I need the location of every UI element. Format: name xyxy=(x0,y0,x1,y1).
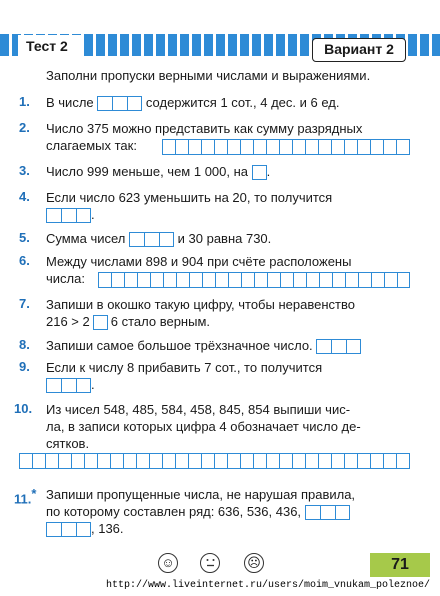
task-9-end: . xyxy=(91,377,95,392)
task-11-line-2 xyxy=(46,503,350,521)
task-2-line-2: слагаемых так: xyxy=(46,138,137,153)
task-10-line-3: сятков. xyxy=(46,436,90,451)
happy-face-icon[interactable]: ☺ xyxy=(158,553,178,573)
answer-box-task-5[interactable] xyxy=(129,232,174,247)
task-11-line-3 xyxy=(46,520,124,538)
variant-title: Вариант 2 xyxy=(312,38,406,62)
sad-face-icon[interactable]: ☹ xyxy=(244,553,264,573)
neutral-face-icon[interactable] xyxy=(200,553,220,573)
source-url[interactable]: http://www.liveinternet.ru/users/moim_vnukam_poleznoe/ xyxy=(106,580,431,591)
answer-box-task-7[interactable] xyxy=(93,315,108,330)
task-3-part-b: . xyxy=(266,164,271,179)
task-11-number-text: 11. xyxy=(14,491,32,507)
task-11-number xyxy=(14,486,36,506)
task-9-line-1: Если к числу 8 прибавить 7 сот., то получится xyxy=(46,360,323,375)
task-2-number: 2. xyxy=(19,120,30,135)
answer-box-task-11-b[interactable] xyxy=(46,522,91,537)
answer-row-task-2[interactable] xyxy=(162,139,410,155)
answer-row-task-10[interactable] xyxy=(19,453,410,469)
task-1-text xyxy=(46,94,339,112)
answer-row-task-6[interactable] xyxy=(98,272,410,288)
task-8-line-1: Запиши самое большое трёхзначное число. xyxy=(46,338,313,353)
task-1-part-a: В числе xyxy=(46,95,94,110)
task-10-number: 10. xyxy=(14,401,33,416)
task-4-line-1: Если число 623 уменьшить на 20, то получится xyxy=(46,190,333,205)
task-9-number: 9. xyxy=(19,359,30,374)
task-8-text xyxy=(46,337,361,355)
task-5-part-b: и 30 равна 730. xyxy=(177,231,272,246)
neutral-face-glyph xyxy=(202,554,219,571)
task-11-line-2-text: по которому составлен ряд: 636, 536, 436, xyxy=(46,504,302,519)
task-8-number: 8. xyxy=(19,337,30,352)
test-title: Тест 2 xyxy=(18,35,82,57)
task-6-line-1: Между числами 898 и 904 при счёте расположены xyxy=(46,254,352,269)
answer-box-task-1[interactable] xyxy=(97,96,142,111)
task-5-text xyxy=(46,230,271,248)
answer-box-task-9[interactable] xyxy=(46,378,91,393)
task-3-number: 3. xyxy=(19,163,30,178)
task-1-number: 1. xyxy=(19,94,30,109)
task-2-line-1: Число 375 можно представить как сумму разрядных xyxy=(46,121,363,136)
task-4-number: 4. xyxy=(19,189,30,204)
task-11-star: * xyxy=(31,486,37,501)
task-7-line-2 xyxy=(46,313,210,331)
task-9-line-2 xyxy=(46,376,95,394)
task-11-end: , 136. xyxy=(91,521,124,536)
page-number: 71 xyxy=(370,553,430,577)
task-5-part-a: Сумма чисел xyxy=(46,231,126,246)
answer-box-task-8[interactable] xyxy=(316,339,361,354)
answer-box-task-4[interactable] xyxy=(46,208,91,223)
instructions: Заполни пропуски верными числами и выражениями. xyxy=(46,68,371,83)
task-3-part-a: Число 999 меньше, чем 1 000, на xyxy=(46,164,249,179)
task-6-number: 6. xyxy=(19,253,30,268)
task-7-line-1: Запиши в окошко такую цифру, чтобы неравенство xyxy=(46,297,355,312)
task-4-end: . xyxy=(91,207,95,222)
task-1-part-b: содержится 1 сот., 4 дес. и 6 ед. xyxy=(145,95,340,110)
task-7-number: 7. xyxy=(19,296,30,311)
answer-box-task-11-a[interactable] xyxy=(305,505,350,520)
task-7-part-a: 216 > 2 xyxy=(46,314,90,329)
answer-box-task-3[interactable] xyxy=(252,165,267,180)
task-7-part-b: 6 стало верным. xyxy=(110,314,210,329)
task-11-line-1: Запиши пропущенные числа, не нарушая правила, xyxy=(46,487,356,502)
task-5-number: 5. xyxy=(19,230,30,245)
task-10-line-2: ла, в записи которых цифра 4 обозначает число де- xyxy=(46,419,361,434)
task-4-line-2 xyxy=(46,206,95,224)
task-6-line-2: числа: xyxy=(46,271,85,286)
task-3-text xyxy=(46,163,270,181)
task-10-line-1: Из чисел 548, 485, 584, 458, 845, 854 выпиши чис- xyxy=(46,402,351,417)
